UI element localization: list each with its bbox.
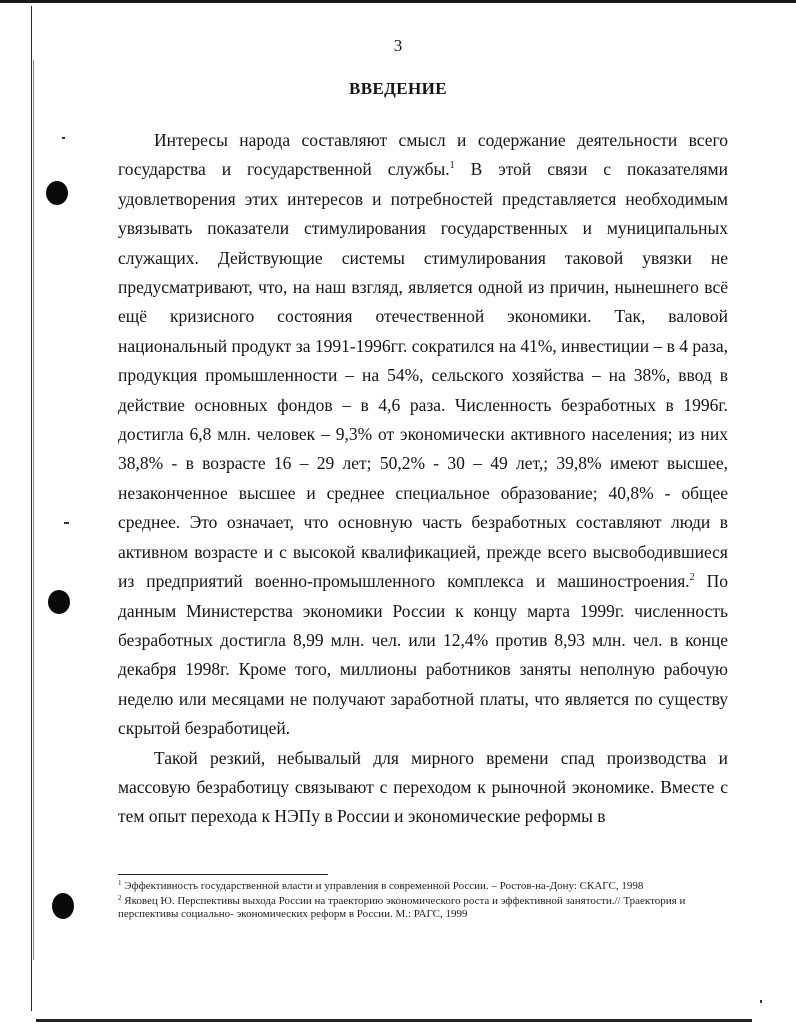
- scan-top-edge: [0, 0, 796, 3]
- footnotes: [118, 880, 728, 923]
- paragraph-1: [118, 126, 728, 744]
- paragraph-1-part-3: По данным Министерства экономики России к концу марта 1999г. численность безработных достигла 8,99 млн. чел. или 12,4% против 8,93 млн. чел. в конце декабря 1998г. Кроме того, миллионы работников заняты неполную рабочую неделю или месяцами не получают заработной платы, что является по существу скрытой безработицей.: [118, 571, 729, 739]
- punch-hole-bottom: [52, 893, 74, 919]
- scan-speck: [64, 522, 69, 524]
- scan-speck: [760, 1000, 762, 1003]
- footnote-ref-2: 2: [689, 572, 695, 584]
- scan-speck: [62, 137, 65, 139]
- paragraph-2: Такой резкий, небывалый для мирного времени спад производства и массовую безработицу связывают с переходом к рыночной экономике. Вместе с тем опыт перехода к НЭПу в России и экономические реформы в: [118, 747, 728, 827]
- footnote-text-1: Эффективность государственной власти и управления в современной России. – Ростов-на-Дону: СКАГС, 1998: [121, 880, 644, 892]
- punch-hole-top: [46, 181, 68, 205]
- footnote-1: [118, 880, 728, 893]
- page-title: ВВЕДЕНИЕ: [348, 79, 448, 98]
- footnote-marker-2: 2: [118, 894, 122, 902]
- scan-bottom-edge: [36, 1019, 752, 1022]
- page-number: 3: [393, 36, 403, 55]
- paragraph-1-part-2: В этой связи с показателями удовлетворения этих интересов и потребностей представляется необходимым увязывать показатели стимулирования государственных и муниципальных служащих. Действующие системы стимулирования таковой увязки не предусматривают, что, на наш взгляд, является одной из причин, нынешнего всё ещё кризисного состояния отечественной экономики. Так, валовой национальный продукт за 1991-1996гг. сократился на 41%, инвестиции – в 4 раза, продукция промышленности – на 54%, сельского хозяйства – на 38%, ввод в действие основных фондов – в 4,6 раза. Численность безработных в 1996г. достигла 6,8 млн. человек – 9,3% от экономически активного населения; из них 38,8% - в возрасте 16 – 29 лет; 50,2% - 30 – 49 лет,; 39,8% имеют высшее, незаконченное высшее и среднее специальное образование; 40,8% - общее среднее. Это означает, что основную часть безработных составляют люди в активном возрасте и с высокой квалификацией, прежде всего высвободившиеся из предприятий военно-промышленного комплекса и машиностроения.: [118, 159, 728, 592]
- punch-hole-middle: [48, 590, 70, 614]
- footnote-text-2: Яковец Ю. Перспективы выхода России на траекторию экономического роста и эффективной занятости.// Траектория и перспективы социально- экономических реформ в России. М.: РАГС, 1999: [118, 895, 686, 920]
- scan-left-shadow: [33, 60, 34, 960]
- footnote-2: [118, 895, 728, 921]
- paragraph-1-part-1: Интересы народа составляют смысл и содержание деятельности всего государства и государственной службы.: [118, 130, 728, 180]
- body-text: [118, 126, 728, 832]
- scan-left-edge: [31, 6, 32, 1011]
- footnote-marker-1: 1: [118, 879, 122, 887]
- footnote-ref-1: 1: [449, 160, 455, 172]
- footnote-separator: [118, 874, 328, 875]
